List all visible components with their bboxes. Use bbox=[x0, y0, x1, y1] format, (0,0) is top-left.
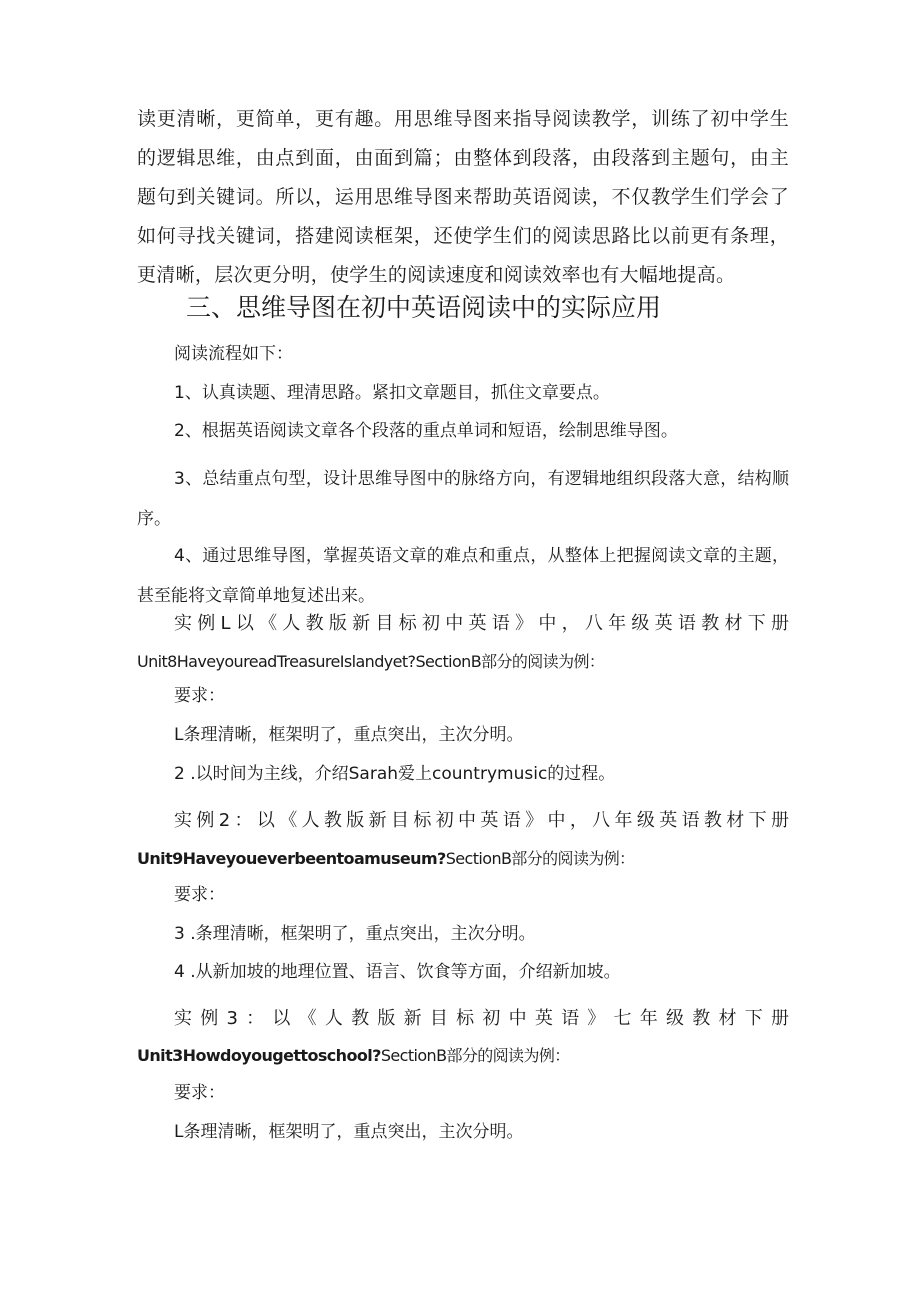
example-2-req-2: 4 .从新加坡的地理位置、语言、饮食等方面，介绍新加坡。 bbox=[174, 962, 621, 982]
example-2-req-label: 要求： bbox=[174, 885, 225, 905]
step-2: 2、根据英语阅读文章各个段落的重点单词和短语，绘制思维导图。 bbox=[174, 421, 678, 441]
example-1-title: 实例L以《人教版新目标初中英语》中，八年级英语教材下册 bbox=[174, 613, 789, 634]
example-3-title: 实例3：以《人教版新目标初中英语》七年级教材下册 bbox=[174, 1008, 789, 1029]
example-3-tail: 部分的阅读为例： bbox=[446, 1046, 570, 1065]
example-2-unit-line bbox=[137, 846, 635, 872]
example-1-unit: Unit8HaveyoureadTreasureIslandyet?SectionB bbox=[137, 652, 482, 671]
example-2-title: 实例2：以《人教版新目标初中英语》中，八年级英语教材下册 bbox=[174, 810, 789, 831]
example-1-tail: 部分的阅读为例： bbox=[481, 652, 605, 671]
example-2-tail: 部分的阅读为例： bbox=[511, 849, 635, 868]
example-1-req-1: L条理清晰，框架明了，重点突出，主次分明。 bbox=[174, 725, 524, 745]
example-3-unit-line bbox=[137, 1043, 570, 1069]
example-3-unit-rest: SectionB bbox=[380, 1046, 447, 1065]
step-1: 1、认真读题、理清思路。紧扣文章题目，抓住文章要点。 bbox=[174, 383, 610, 403]
example-1-req-2: 2 .以时间为主线，介绍Sarah爱上countrymusic的过程。 bbox=[174, 764, 616, 784]
flow-intro: 阅读流程如下： bbox=[174, 344, 293, 364]
intro-paragraph: 读更清晰，更简单，更有趣。用思维导图来指导阅读教学，训练了初中学生的逻辑思维，由点到面，由面到篇；由整体到段落，由段落到主题句，由主题句到关键词。所以，运用思维导图来帮助英语阅读，不仅教学生们学会了如何寻找关键词，搭建阅读框架，还使学生们的阅读思路比以前更有条理，更清晰，层次更分明，使学生的阅读速度和阅读效率也有大幅地提高。 bbox=[137, 108, 789, 286]
example-1-req-label: 要求： bbox=[174, 686, 225, 706]
example-3-req-label: 要求： bbox=[174, 1083, 225, 1103]
example-3-req-1: L条理清晰，框架明了，重点突出，主次分明。 bbox=[174, 1122, 524, 1142]
step-4: 4、通过思维导图，掌握英语文章的难点和重点，从整体上把握阅读文章的主题，甚至能将文章简单地复述出来。 bbox=[137, 546, 789, 606]
example-2-unit-rest: SectionB bbox=[445, 849, 512, 868]
example-1-unit-line bbox=[137, 649, 604, 675]
section-heading: 三、思维导图在初中英语阅读中的实际应用 bbox=[186, 293, 662, 322]
step-3: 3、总结重点句型，设计思维导图中的脉络方向，有逻辑地组织段落大意，结构顺序。 bbox=[137, 469, 789, 529]
example-2-req-1: 3 .条理清晰，框架明了，重点突出，主次分明。 bbox=[174, 924, 536, 944]
example-2-unit-bold: Unit9Haveyoueverbeentoamuseum? bbox=[137, 849, 446, 868]
example-3-unit-bold: Unit3Howdoyougettoschool? bbox=[137, 1046, 381, 1065]
